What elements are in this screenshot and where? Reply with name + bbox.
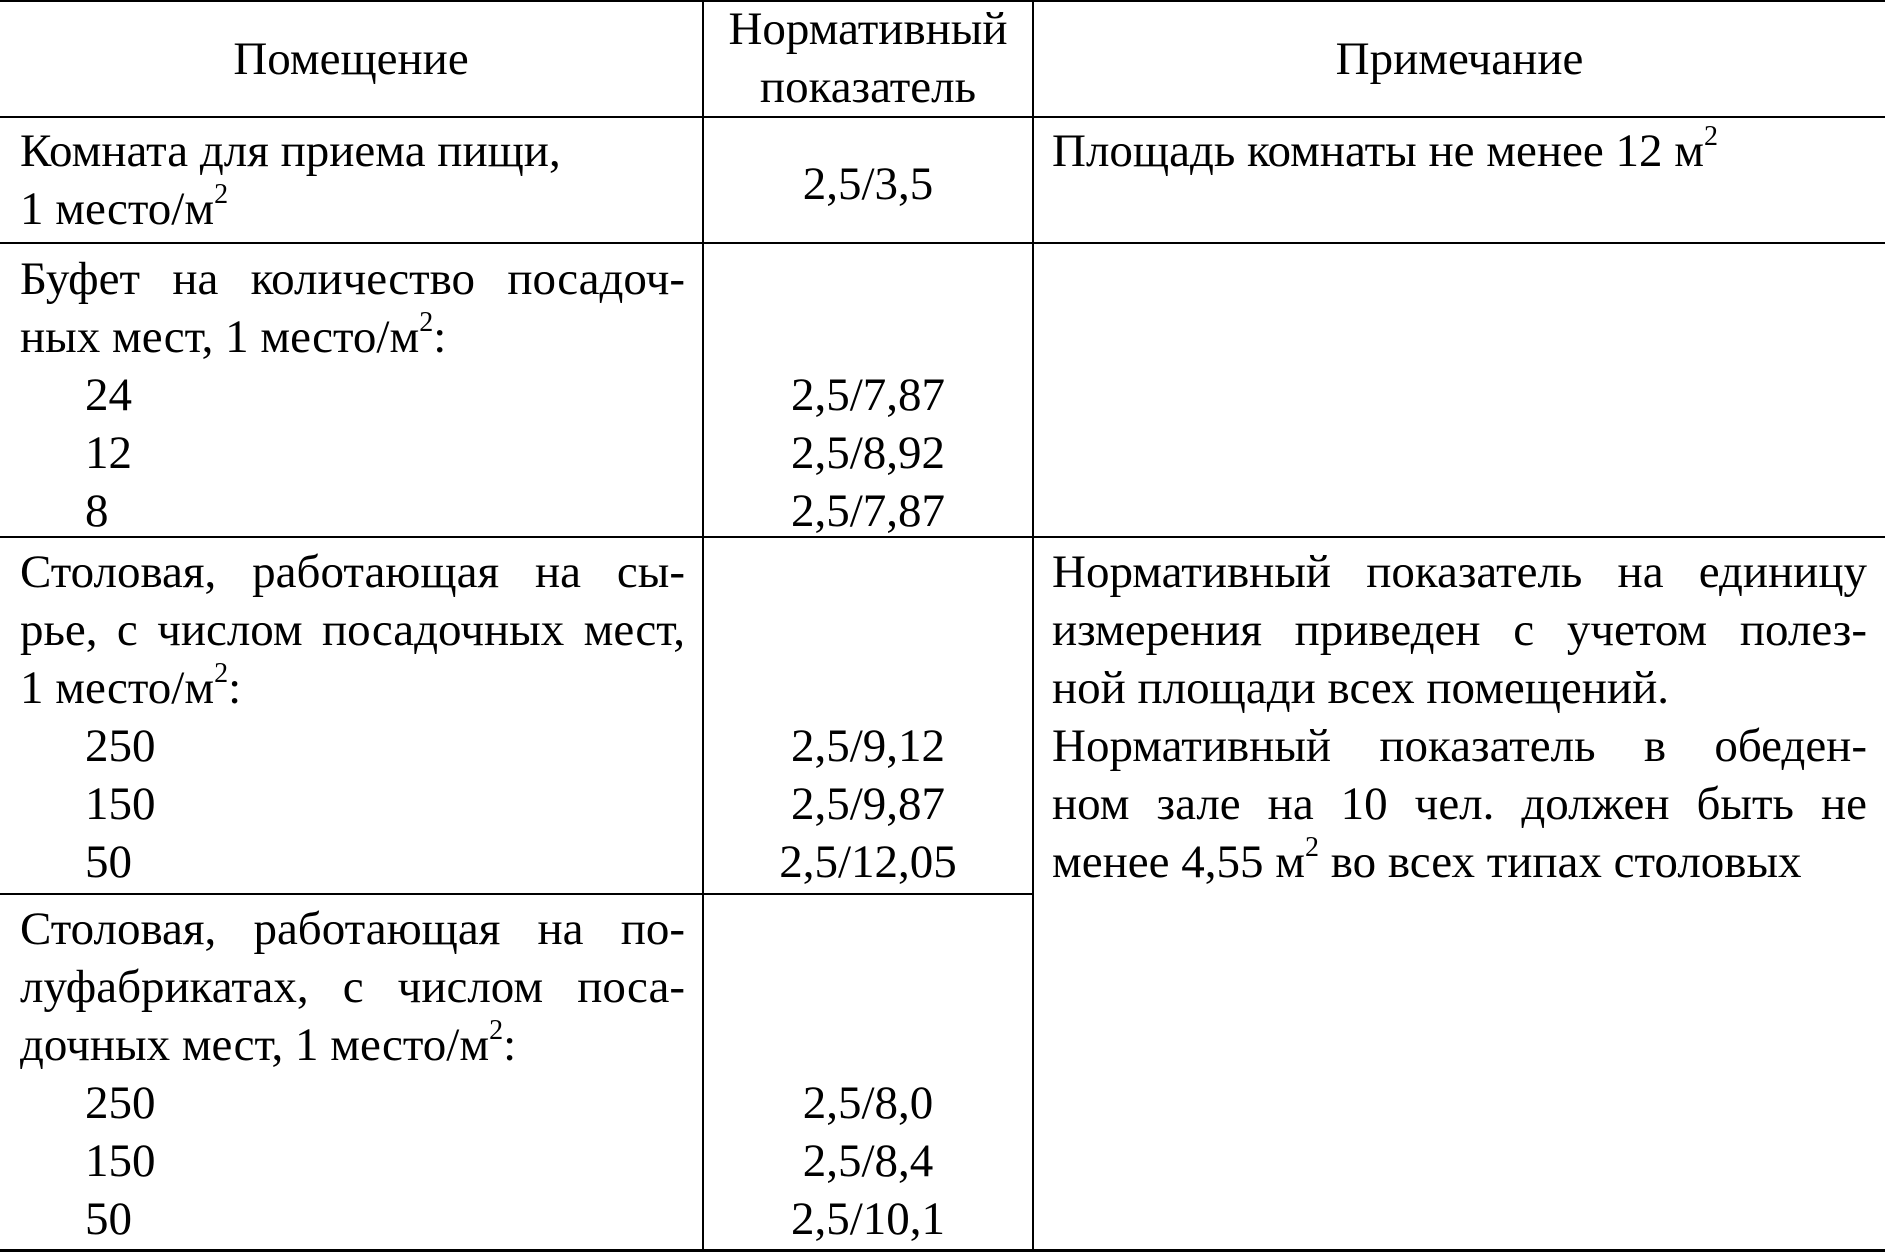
row2-room-line1: Буфет на количество посадоч- xyxy=(20,253,685,305)
shared-note-line2: измерения приведен с учетом полез- xyxy=(1052,604,1867,656)
row3-seats-50: 50 xyxy=(85,836,132,888)
row2-seats-12: 12 xyxy=(85,427,132,479)
row1-value: 2,5/3,5 xyxy=(802,158,934,210)
row4-value-250: 2,5/8,0 xyxy=(802,1077,934,1129)
row3-seats-250: 250 xyxy=(85,720,156,772)
row2-room-line2: ных мест, 1 место/$м^2$: xyxy=(20,307,447,363)
shared-note-line5: ном зале на 10 чел. должен быть не xyxy=(1052,778,1867,830)
superscript: 2 xyxy=(1304,832,1319,864)
row1-room-line1: Комната для приема пищи, xyxy=(20,125,561,177)
superscript: 2 xyxy=(214,179,229,211)
superscript: 2 xyxy=(1704,121,1718,153)
row4-room-line1: Столовая, работающая на по- xyxy=(20,903,685,955)
row3-value-250: 2,5/9,12 xyxy=(790,720,946,772)
header-bottom-rule xyxy=(0,116,1885,118)
row4-seats-50: 50 xyxy=(85,1193,132,1245)
header-norm-line2: показатель xyxy=(759,61,977,113)
header-norm-line1: Нормативный xyxy=(728,3,1008,55)
row4-value-50: 2,5/10,1 xyxy=(790,1193,946,1245)
row2-seats-24: 24 xyxy=(85,369,132,421)
row2-seats-8: 8 xyxy=(85,485,109,537)
row1-note: Площадь комнаты не менее 12 $м^2$ xyxy=(1052,121,1718,177)
shared-note-line6: менее 4,55 $м^2$ во всех типах столовых xyxy=(1052,832,1802,888)
row3-seats-150: 150 xyxy=(85,778,156,830)
row1-bottom-rule xyxy=(0,242,1885,244)
row1-room-line2: 1 место/$м^2$ xyxy=(20,179,229,235)
superscript: 2 xyxy=(489,1015,504,1047)
row4-room-line2: луфабрикатах, с числом поса- xyxy=(20,961,685,1013)
header-note: Примечание xyxy=(1335,33,1584,85)
superscript: 2 xyxy=(419,307,434,339)
shared-note-line1: Нормативный показатель на единицу xyxy=(1052,546,1867,598)
shared-note-line3: ной площади всех помещений. xyxy=(1052,662,1669,714)
row3-room-line1: Столовая, работающая на сы- xyxy=(20,546,685,598)
row3-bottom-rule xyxy=(0,893,1033,895)
row3-value-50: 2,5/12,05 xyxy=(779,836,957,888)
row2-value-12: 2,5/8,92 xyxy=(790,427,946,479)
superscript: 2 xyxy=(214,658,229,690)
row4-seats-150: 150 xyxy=(85,1135,156,1187)
row2-value-24: 2,5/7,87 xyxy=(790,369,946,421)
row4-room-line3: дочных мест, 1 место/$м^2$: xyxy=(20,1015,517,1071)
row3-room-line3: 1 место/$м^2$: xyxy=(20,658,242,714)
row4-value-150: 2,5/8,4 xyxy=(802,1135,934,1187)
row3-value-150: 2,5/9,87 xyxy=(790,778,946,830)
row3-room-line2: рье, с числом посадочных мест, xyxy=(20,604,685,656)
shared-note-line4: Нормативный показатель в обеден- xyxy=(1052,720,1867,772)
row4-seats-250: 250 xyxy=(85,1077,156,1129)
header-room: Помещение xyxy=(233,33,469,85)
col2-separator xyxy=(1032,0,1034,1252)
row2-value-8: 2,5/7,87 xyxy=(790,485,946,537)
